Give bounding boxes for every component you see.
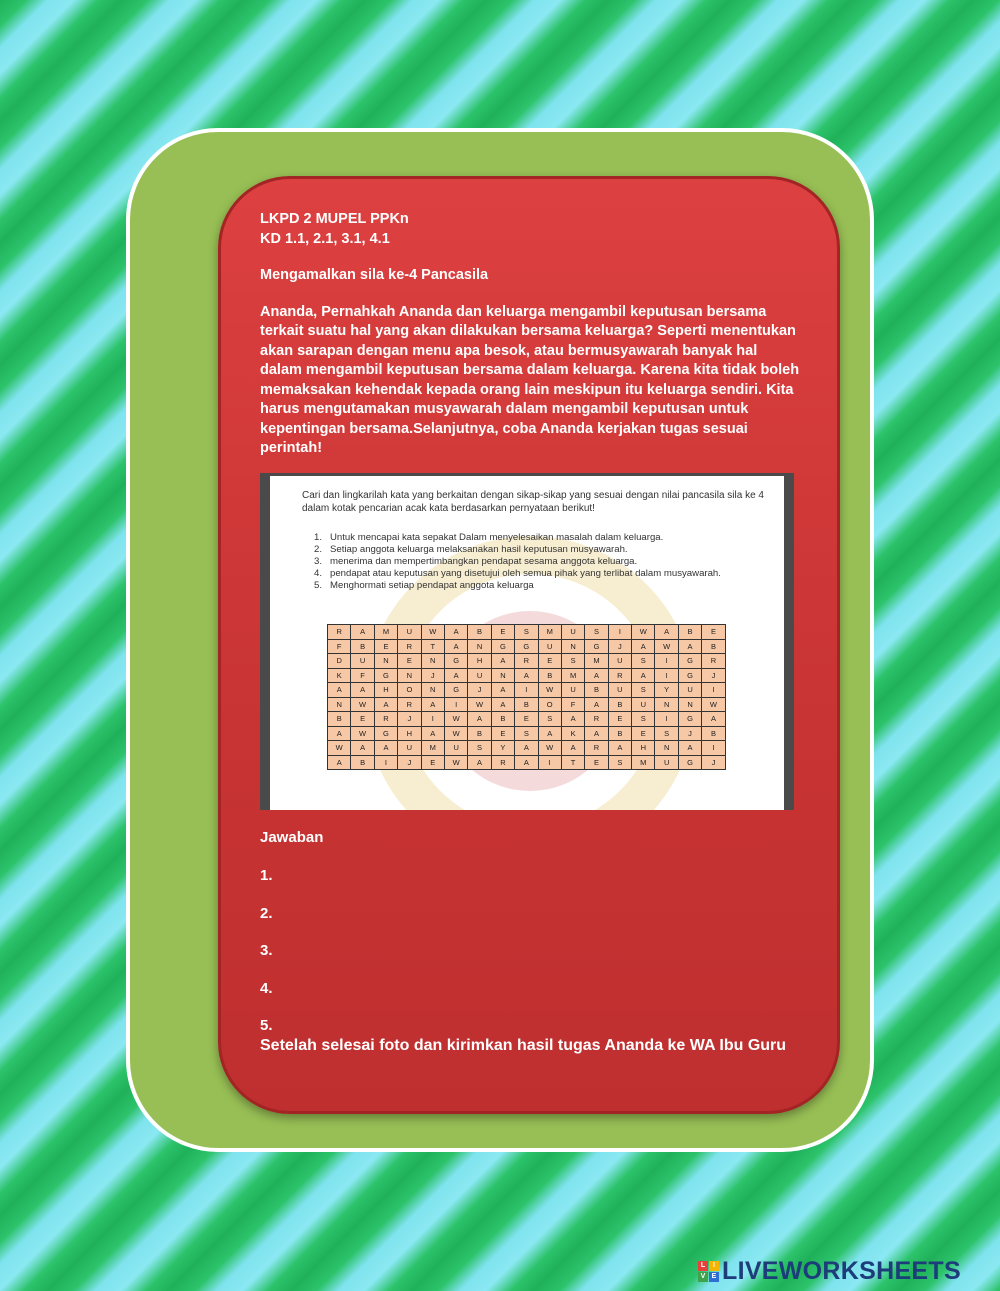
grid-cell: J <box>398 712 421 727</box>
clue-item <box>314 544 764 556</box>
grid-cell: G <box>515 639 538 654</box>
grid-cell: A <box>632 668 655 683</box>
doc-kd: KD 1.1, 2.1, 3.1, 4.1 <box>260 230 390 247</box>
grid-cell: A <box>328 683 351 698</box>
grid-cell: N <box>655 697 678 712</box>
grid-cell: E <box>608 712 631 727</box>
grid-cell: J <box>702 668 725 683</box>
submission-note: Setelah selesai foto dan kirimkan hasil tugas Ananda ke WA Ibu Guru <box>260 1037 787 1054</box>
grid-cell: I <box>655 668 678 683</box>
grid-cell: E <box>702 625 725 640</box>
grid-cell: G <box>678 668 701 683</box>
answer-label-5[interactable]: 5. <box>260 1017 273 1034</box>
grid-cell: T <box>561 755 584 770</box>
grid-row <box>328 741 726 756</box>
clue-text: Setiap anggota keluarga melaksanakan hasil keputusan musyawarah. <box>330 544 628 555</box>
grid-cell: U <box>632 697 655 712</box>
grid-cell: W <box>444 712 467 727</box>
grid-cell: F <box>328 639 351 654</box>
grid-cell: B <box>328 712 351 727</box>
grid-cell: H <box>632 741 655 756</box>
grid-cell: W <box>351 697 374 712</box>
grid-cell: A <box>421 726 444 741</box>
logo-mark-tile: L <box>698 1261 708 1271</box>
clue-item <box>314 580 764 592</box>
grid-cell: D <box>328 654 351 669</box>
intro-paragraph: Ananda, Pernahkah Ananda dan keluarga mengambil keputusan bersama terkait suatu hal yang akan dilakukan bersama keluarga? Seperti menentukan akan sarapan dengan menu apa besok, atau bermusyawarah banyak hal dalam mengambil keputusan bersama dalam keluarga. Karena kita tidak boleh memaksakan kehendak kepada orang lain meskipun itu keluarga sendiri. Kita harus mengutamakan musyawarah dalam mengambil keputusan untuk kepentingan bersama.Selanjutnya, coba Ananda kerjakan tugas sesuai perintah! <box>260 303 800 456</box>
grid-cell: J <box>398 755 421 770</box>
brand-name: LIVEWORKSHEETS <box>722 1256 961 1285</box>
logo-mark-tile: V <box>698 1272 708 1282</box>
grid-row <box>328 639 726 654</box>
grid-cell: G <box>444 683 467 698</box>
grid-cell: W <box>702 697 725 712</box>
grid-cell: G <box>374 726 397 741</box>
grid-cell: I <box>515 683 538 698</box>
grid-cell: U <box>608 654 631 669</box>
grid-cell: G <box>678 654 701 669</box>
grid-cell: A <box>515 668 538 683</box>
grid-cell: A <box>328 726 351 741</box>
clue-text: Menghormati setiap pendapat anggota keluarga <box>330 580 534 591</box>
grid-cell: A <box>678 639 701 654</box>
grid-cell: R <box>491 755 514 770</box>
grid-cell: M <box>421 741 444 756</box>
grid-cell: S <box>632 683 655 698</box>
grid-cell: U <box>398 741 421 756</box>
clue-number: 3. <box>314 556 323 567</box>
grid-cell: A <box>585 697 608 712</box>
grid-cell: H <box>398 726 421 741</box>
grid-cell: G <box>444 654 467 669</box>
grid-cell: Y <box>491 741 514 756</box>
grid-cell: W <box>538 683 561 698</box>
grid-cell: A <box>468 712 491 727</box>
grid-cell: N <box>328 697 351 712</box>
grid-cell: N <box>421 683 444 698</box>
clue-item <box>314 556 764 568</box>
grid-cell: E <box>491 625 514 640</box>
grid-cell: G <box>678 712 701 727</box>
logo-mark-tile: I <box>709 1261 719 1271</box>
grid-cell: A <box>585 668 608 683</box>
grid-cell: N <box>468 639 491 654</box>
grid-cell: W <box>421 625 444 640</box>
grid-cell: W <box>444 755 467 770</box>
worksheet-text <box>260 210 800 459</box>
grid-cell: A <box>491 683 514 698</box>
grid-cell: E <box>351 712 374 727</box>
grid-row <box>328 683 726 698</box>
grid-cell: J <box>468 683 491 698</box>
grid-cell: E <box>515 712 538 727</box>
grid-cell: B <box>468 625 491 640</box>
grid-row <box>328 726 726 741</box>
grid-cell: S <box>468 741 491 756</box>
grid-cell: N <box>421 654 444 669</box>
grid-cell: A <box>491 697 514 712</box>
grid-cell: A <box>702 712 725 727</box>
grid-cell: U <box>398 625 421 640</box>
grid-cell: A <box>421 697 444 712</box>
grid-cell: U <box>351 654 374 669</box>
grid-cell: A <box>374 697 397 712</box>
grid-cell: A <box>351 625 374 640</box>
grid-cell: S <box>515 726 538 741</box>
grid-cell: B <box>608 726 631 741</box>
grid-cell: B <box>351 639 374 654</box>
grid-cell: S <box>561 654 584 669</box>
grid-cell: S <box>538 712 561 727</box>
grid-cell: U <box>678 683 701 698</box>
clue-text: menerima dan mempertimbangkan pendapat sesama anggota keluarga. <box>330 556 638 567</box>
grid-cell: G <box>678 755 701 770</box>
grid-cell: M <box>585 654 608 669</box>
grid-row <box>328 755 726 770</box>
grid-cell: U <box>561 625 584 640</box>
grid-cell: W <box>328 741 351 756</box>
word-search-grid <box>327 624 726 770</box>
grid-cell: M <box>561 668 584 683</box>
clue-number: 4. <box>314 568 323 579</box>
grid-cell: W <box>468 697 491 712</box>
grid-cell: A <box>585 726 608 741</box>
grid-cell: S <box>585 625 608 640</box>
grid-cell: J <box>421 668 444 683</box>
grid-cell: O <box>398 683 421 698</box>
grid-cell: R <box>398 697 421 712</box>
grid-cell: B <box>585 683 608 698</box>
grid-cell: N <box>655 741 678 756</box>
grid-cell: J <box>702 755 725 770</box>
answer-label-3[interactable]: 3. <box>260 942 273 959</box>
grid-cell: A <box>561 741 584 756</box>
grid-cell: S <box>632 712 655 727</box>
grid-cell: I <box>444 697 467 712</box>
clue-text: pendapat atau keputusan yang disetujui oleh semua pihak yang terlibat dalam musyawarah. <box>330 568 721 579</box>
grid-cell: T <box>421 639 444 654</box>
grid-cell: O <box>538 697 561 712</box>
grid-cell: A <box>468 755 491 770</box>
clue-item <box>314 568 764 580</box>
grid-cell: A <box>678 741 701 756</box>
grid-row <box>328 654 726 669</box>
clue-number: 5. <box>314 580 323 591</box>
grid-cell: A <box>632 639 655 654</box>
grid-cell: H <box>468 654 491 669</box>
grid-cell: S <box>655 726 678 741</box>
grid-cell: I <box>702 683 725 698</box>
grid-cell: E <box>374 639 397 654</box>
grid-cell: I <box>421 712 444 727</box>
grid-cell: M <box>632 755 655 770</box>
grid-cell: K <box>561 726 584 741</box>
grid-cell: W <box>632 625 655 640</box>
grid-cell: K <box>328 668 351 683</box>
grid-cell: B <box>491 712 514 727</box>
word-search-instruction: Cari dan lingkarilah kata yang berkaitan dengan sikap-sikap yang sesuai dengan nilai pancasila sila ke 4 dalam kotak pencarian acak kata berdasarkan pernyataan berikut! <box>302 490 764 514</box>
grid-cell: H <box>374 683 397 698</box>
grid-cell: U <box>608 683 631 698</box>
grid-cell: I <box>374 755 397 770</box>
grid-cell: E <box>585 755 608 770</box>
grid-cell: R <box>515 654 538 669</box>
grid-cell: A <box>538 726 561 741</box>
grid-cell: G <box>374 668 397 683</box>
grid-cell: U <box>444 741 467 756</box>
grid-cell: M <box>538 625 561 640</box>
grid-cell: A <box>515 755 538 770</box>
grid-cell: U <box>538 639 561 654</box>
grid-cell: A <box>608 741 631 756</box>
grid-cell: J <box>678 726 701 741</box>
liveworksheets-logo[interactable] <box>698 1258 961 1284</box>
answer-label-2[interactable]: 2. <box>260 905 273 922</box>
grid-cell: A <box>444 639 467 654</box>
grid-cell: B <box>468 726 491 741</box>
grid-cell: W <box>655 639 678 654</box>
grid-cell: B <box>538 668 561 683</box>
grid-cell: R <box>608 668 631 683</box>
word-search-clues <box>314 532 764 592</box>
logo-mark-icon <box>698 1261 719 1282</box>
grid-cell: Y <box>655 683 678 698</box>
grid-cell: N <box>491 668 514 683</box>
grid-cell: A <box>655 625 678 640</box>
clue-number: 2. <box>314 544 323 555</box>
grid-cell: U <box>561 683 584 698</box>
grid-cell: I <box>655 654 678 669</box>
grid-cell: I <box>538 755 561 770</box>
grid-cell: R <box>585 712 608 727</box>
grid-cell: N <box>678 697 701 712</box>
grid-cell: E <box>398 654 421 669</box>
grid-cell: G <box>491 639 514 654</box>
grid-cell: A <box>374 741 397 756</box>
grid-cell: B <box>702 726 725 741</box>
grid-cell: J <box>608 639 631 654</box>
grid-cell: I <box>655 712 678 727</box>
grid-cell: W <box>538 741 561 756</box>
grid-cell: A <box>351 741 374 756</box>
doc-title: LKPD 2 MUPEL PPKn <box>260 211 409 227</box>
grid-cell: B <box>702 639 725 654</box>
grid-cell: A <box>561 712 584 727</box>
clue-item <box>314 532 764 544</box>
grid-cell: A <box>328 755 351 770</box>
grid-cell: U <box>468 668 491 683</box>
grid-cell: I <box>608 625 631 640</box>
grid-cell: R <box>374 712 397 727</box>
grid-cell: A <box>491 654 514 669</box>
answer-label-1[interactable]: 1. <box>260 867 273 884</box>
grid-cell: B <box>678 625 701 640</box>
grid-cell: B <box>608 697 631 712</box>
grid-cell: N <box>561 639 584 654</box>
grid-row <box>328 712 726 727</box>
grid-cell: S <box>515 625 538 640</box>
clue-text: Untuk mencapai kata sepakat Dalam menyelesaikan masalah dalam keluarga. <box>330 532 664 543</box>
grid-cell: E <box>421 755 444 770</box>
grid-cell: S <box>608 755 631 770</box>
grid-cell: R <box>585 741 608 756</box>
grid-cell: A <box>444 625 467 640</box>
grid-cell: E <box>491 726 514 741</box>
grid-row <box>328 668 726 683</box>
grid-row <box>328 625 726 640</box>
grid-cell: N <box>374 654 397 669</box>
grid-cell: I <box>702 741 725 756</box>
grid-cell: W <box>351 726 374 741</box>
grid-cell: A <box>351 683 374 698</box>
grid-cell: A <box>515 741 538 756</box>
doc-subtitle: Mengamalkan sila ke-4 Pancasila <box>260 267 489 283</box>
grid-cell: G <box>585 639 608 654</box>
grid-cell: R <box>398 639 421 654</box>
grid-cell: U <box>655 755 678 770</box>
grid-cell: B <box>515 697 538 712</box>
grid-cell: S <box>632 654 655 669</box>
clue-number: 1. <box>314 532 323 543</box>
answer-label-4[interactable]: 4. <box>260 980 273 997</box>
grid-cell: B <box>351 755 374 770</box>
grid-cell: A <box>444 668 467 683</box>
grid-cell: F <box>561 697 584 712</box>
grid-cell: E <box>538 654 561 669</box>
grid-cell: R <box>702 654 725 669</box>
grid-cell: F <box>351 668 374 683</box>
grid-cell: E <box>632 726 655 741</box>
grid-cell: N <box>398 668 421 683</box>
grid-row <box>328 697 726 712</box>
grid-cell: W <box>444 726 467 741</box>
logo-mark-tile: E <box>709 1272 719 1282</box>
grid-cell: M <box>374 625 397 640</box>
grid-cell: R <box>328 625 351 640</box>
answer-heading: Jawaban <box>260 829 324 846</box>
word-search-image <box>260 473 794 810</box>
